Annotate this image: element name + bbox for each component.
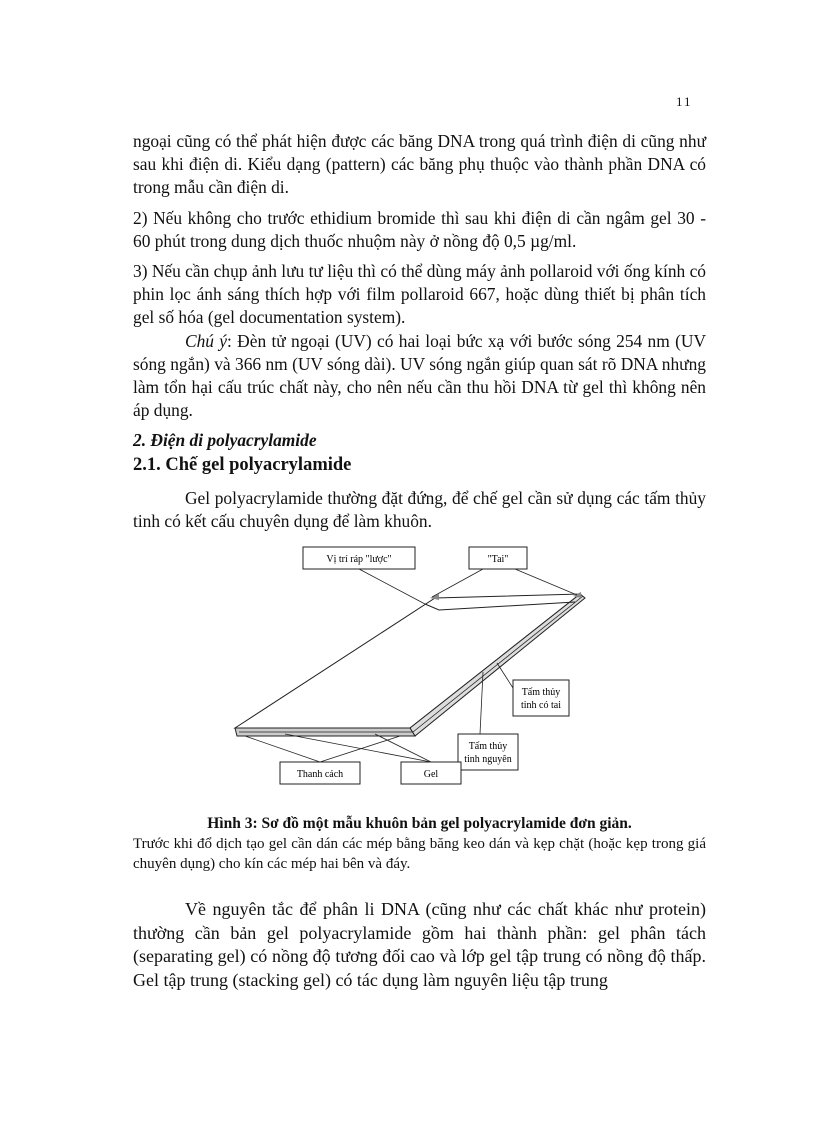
label-ear: "Tai" <box>487 554 509 565</box>
label-gel: Gel <box>423 769 439 780</box>
note-paragraph <box>133 330 706 422</box>
figure-caption: Hình 3: Sơ đồ một mẫu khuôn bản gel polyacrylamide đơn giản. <box>207 815 632 832</box>
paragraph-5: Về nguyên tắc để phân li DNA (cũng như các chất khác như protein) thường cần bản gel polyacrylamide gồm hai thành phần: gel phân tách (separating gel) có nồng độ tương đối cao và lớp gel tập trung có nồng độ thấp. Gel tập trung (stacking gel) có tác dụng làm nguyên liệu tập trung <box>133 899 706 990</box>
page-number: 11 <box>676 94 693 109</box>
gel-mold-diagram <box>225 538 605 793</box>
section-heading-2-1: 2.1. Chế gel polyacrylamide <box>133 455 352 475</box>
paragraph-2: 2) Nếu không cho trước ethidium bromide thì sau khi điện di cần ngâm gel 30 - 60 phút trong dung dịch thuốc nhuộm này ở nồng độ 0,5 µg/ml. <box>133 208 706 251</box>
paragraph-1: ngoại cũng có thể phát hiện được các băng DNA trong quá trình điện di cũng như sau khi điện di. Kiểu dạng (pattern) các băng phụ thuộc vào thành phần DNA có trong mẫu cần điện di. <box>133 131 706 197</box>
paragraph-4: Gel polyacrylamide thường đặt đứng, để chế gel cần sử dụng các tấm thủy tinh có kết cấu chuyên dụng để làm khuôn. <box>133 488 706 531</box>
figure-caption-note: Trước khi đổ dịch tạo gel cần dán các mép bằng băng keo dán và kẹp chặt (hoặc kẹp trong giá chuyên dụng) cho kín các mép hai bên và đáy. <box>133 836 706 872</box>
label-glass-ear-2: tinh có tai <box>521 700 561 711</box>
label-glass-ear-1: Tấm thủy <box>521 687 561 698</box>
paragraph-3: 3) Nếu cần chụp ảnh lưu tư liệu thì có thể dùng máy ảnh pollaroid với ống kính có phin lọc ánh sáng thích hợp với film pollaroid 667, hoặc dùng thiết bị phân tích gel số hóa (gel documentation system). <box>133 261 706 327</box>
section-heading-2: 2. Điện di polyacrylamide <box>133 430 317 450</box>
label-glass-plain-1: Tấm thủy <box>468 741 508 752</box>
label-glass-plain-2: tinh nguyên <box>464 754 512 765</box>
note-text: : Đèn tử ngoại (UV) có hai loại bức xạ với bước sóng 254 nm (UV sóng ngắn) và 366 nm (UV sóng dài). UV sóng ngắn giúp quan sát rõ DNA nhưng làm tổn hại cấu trúc chất này, cho nên nếu cần thu hồi DNA từ gel thì không nên áp dụng. <box>133 331 706 420</box>
label-spacer: Thanh cách <box>296 769 344 780</box>
note-label: Chú ý <box>185 331 228 351</box>
label-comb: Vị trí ráp "lược" <box>326 554 392 565</box>
